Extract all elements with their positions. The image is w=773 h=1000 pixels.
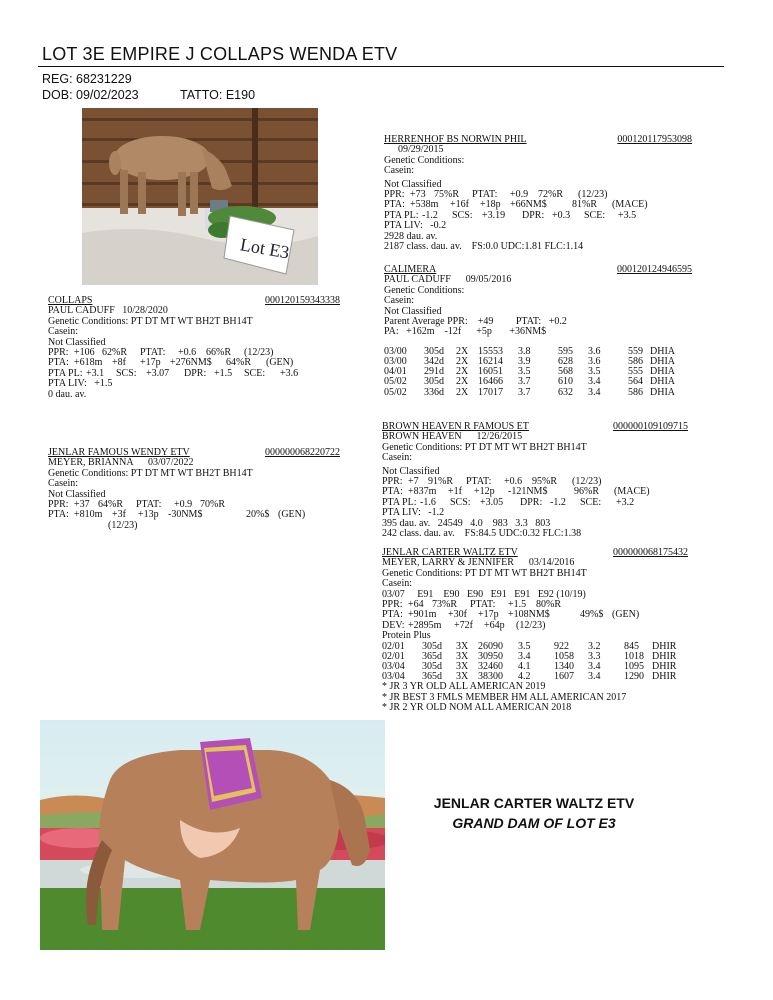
dam-genetic: Genetic Conditions: PT DT MT WT BH2T BH14T — [48, 467, 253, 479]
dam-of-dam-owner-date: MEYER, LARRY & JENNIFER 03/14/2016 — [382, 557, 575, 569]
calf-photo — [82, 108, 318, 285]
sire-of-dam-reg-number: 000000109109715 — [613, 421, 688, 432]
tattoo: TATTO: E190 — [180, 88, 256, 102]
lactation-row: 02/01 305d 3X 26090 3.5 922 3.2 845 DHIR — [382, 640, 677, 652]
grand-dam-name: JENLAR CARTER WALTZ ETV — [433, 795, 635, 811]
lactation-row: 03/00 342d 2X 16214 3.9 628 3.6 586 DHIA — [384, 356, 675, 368]
dam-record — [48, 448, 340, 531]
sire-pta-pl-line: PTA PL: +3.1 SCS: +3.07 DPR: +1.5 SCE: +3.6 — [48, 367, 299, 379]
sire-of-sire-genetic: Genetic Conditions: — [384, 154, 465, 166]
sire-of-sire-name: HERRENHOF BS NORWIN PHIL — [384, 134, 527, 145]
sire-of-dam-daughters: 395 dau. av. 24549 4.0 983 3.3 803 — [382, 517, 551, 529]
dam-of-sire-owner-date: PAUL CADUFF 09/05/2016 — [384, 274, 512, 286]
sire-of-sire-pta-pl-line: PTA PL: -1.2 SCS: +3.19 DPR: +0.3 SCE: +3.5 — [384, 209, 637, 221]
dam-of-sire-casein: Casein: — [384, 295, 414, 307]
sire-of-sire-date: 09/29/2015 — [398, 144, 444, 156]
lactation-row: 03/04 305d 3X 32460 4.1 1340 3.4 1095 DHIR — [382, 661, 677, 673]
sire-of-sire-daughters: 2928 dau. av. — [384, 230, 438, 242]
dam-owner-date: MEYER, BRIANNA 03/07/2022 — [48, 457, 194, 469]
sire-of-sire-record — [384, 135, 692, 252]
lactation-row: 03/00 305d 2X 15553 3.8 595 3.6 559 DHIA — [384, 345, 675, 357]
sire-genetic: Genetic Conditions: PT DT MT WT BH2T BH14T — [48, 315, 253, 327]
lactation-row: 05/02 305d 2X 16466 3.7 610 3.4 564 DHIA — [384, 376, 675, 388]
dam-of-dam-pta-line: PTA: +901m +30f +17p +108NM$ 49%$ (GEN) — [382, 609, 640, 621]
sire-daughters: 0 dau. av. — [48, 388, 87, 400]
sire-record — [48, 296, 340, 400]
dam-of-sire-pa-line: PA: +162m -12f +5p +36NM$ — [384, 326, 547, 338]
dam-casein: Casein: — [48, 478, 78, 490]
dam-of-dam-record — [382, 548, 688, 714]
dam-of-sire-classification: Not Classified — [384, 305, 442, 317]
reg-number: REG: 68231229 — [42, 72, 132, 86]
dam-of-sire-lactations — [384, 347, 675, 398]
lactation-row: 03/04 365d 3X 38300 4.2 1607 3.4 1290 DHIR — [382, 671, 677, 683]
sire-pta-line: PTA: +618m +8f +17p +276NM$ 64%R (GEN) — [48, 357, 294, 369]
sire-ppr-line: PPR: +106 62%R PTAT: +0.6 66%R (12/23) — [48, 347, 274, 359]
sire-pta-liv: PTA LIV: +1.5 — [48, 378, 113, 390]
dam-of-dam-honor: * JR BEST 3 FMLS MEMBER HM ALL AMERICAN 2017 — [382, 691, 627, 703]
sire-of-dam-genetic: Genetic Conditions: PT DT MT WT BH2T BH14T — [382, 441, 587, 453]
lactation-row: 05/02 336d 2X 17017 3.7 632 3.4 586 DHIA — [384, 386, 675, 398]
grand-dam-caption — [414, 795, 654, 831]
sire-of-dam-casein: Casein: — [382, 452, 412, 464]
grand-dam-photo — [40, 720, 385, 950]
dam-of-dam-protein-plus: Protein Plus — [382, 630, 431, 642]
sire-of-dam-record — [382, 422, 688, 539]
dam-of-dam-reg-number: 000000068175432 — [613, 547, 688, 558]
dam-of-sire-parent-average: Parent Average PPR: +49 PTAT: +0.2 — [384, 316, 567, 328]
dam-of-sire-reg-number: 000120124946595 — [617, 264, 692, 275]
dam-reg-number: 000000068220722 — [265, 447, 340, 458]
dam-pta-line: PTA: +810m +3f +13p -30NM$ 20%$ (GEN) — [48, 509, 306, 521]
sire-of-sire-pta-liv: PTA LIV: -0.2 — [384, 220, 447, 232]
sire-of-dam-ppr-line: PPR: +7 91%R PTAT: +0.6 95%R (12/23) — [382, 476, 602, 488]
sire-reg-number: 000120159343338 — [265, 295, 340, 306]
sire-of-sire-casein: Casein: — [384, 165, 414, 177]
dam-of-sire-genetic: Genetic Conditions: — [384, 284, 465, 296]
sire-of-sire-ppr-line: PPR: +73 75%R PTAT: +0.9 72%R (12/23) — [384, 189, 608, 201]
dam-of-dam-ppr-line: PPR: +64 73%R PTAT: +1.5 80%R — [382, 599, 561, 611]
dam-ppr-line: PPR: +37 64%R PTAT: +0.9 70%R — [48, 499, 225, 511]
dam-of-dam-classification-scores: 03/07 E91 E90 E90 E91 E91 E92 (10/19) — [382, 588, 586, 600]
sire-owner-date: PAUL CADUFF 10/28/2020 — [48, 305, 168, 317]
dob: DOB: 09/02/2023 — [42, 88, 139, 102]
dam-classification: Not Classified — [48, 488, 106, 500]
dam-of-dam-name: JENLAR CARTER WALTZ ETV — [382, 547, 518, 558]
dam-eval-date: (12/23) — [108, 519, 138, 531]
dam-of-dam-honor: * JR 2 YR OLD NOM ALL AMERICAN 2018 — [382, 702, 572, 714]
dam-of-dam-casein: Casein: — [382, 578, 412, 590]
dam-name: JENLAR FAMOUS WENDY ETV — [48, 447, 190, 458]
sire-of-sire-classification: Not Classified — [384, 178, 442, 190]
lot-title: LOT 3E EMPIRE J COLLAPS WENDA ETV — [42, 44, 398, 64]
sire-of-dam-pta-pl-line: PTA PL: -1.6 SCS: +3.05 DPR: -1.2 SCE: +3.2 — [382, 496, 635, 508]
grand-dam-relation: GRAND DAM OF LOT E3 — [452, 815, 616, 831]
sire-of-dam-pta-line: PTA: +837m +1f +12p -121NM$ 96%R (MACE) — [382, 486, 650, 498]
sire-of-dam-class-daughters: 242 class. dau. av. FS:84.5 UDC:0.32 FLC:1.38 — [382, 528, 582, 540]
dam-of-sire-name: CALIMERA — [384, 264, 437, 275]
sire-of-sire-pta-line: PTA: +538m +16f +18p +66NM$ 81%R (MACE) — [384, 199, 648, 211]
lot-sign-text: Lot E3 — [238, 234, 291, 263]
sire-of-dam-name: BROWN HEAVEN R FAMOUS ET — [382, 421, 529, 432]
sire-of-dam-classification: Not Classified — [382, 465, 440, 477]
sire-of-sire-class-daughters: 2187 class. dau. av. FS:0.0 UDC:1.81 FLC:1.14 — [384, 241, 584, 253]
dam-of-dam-honor: * JR 3 YR OLD ALL AMERICAN 2019 — [382, 681, 546, 693]
sire-classification: Not Classified — [48, 336, 106, 348]
sire-casein: Casein: — [48, 326, 78, 338]
dam-of-dam-genetic: Genetic Conditions: PT DT MT WT BH2T BH14T — [382, 567, 587, 579]
dam-of-dam-dev-line: DEV: +2895m +72f +64p (12/23) — [382, 619, 546, 631]
dam-of-dam-lactations — [382, 642, 676, 683]
sire-of-sire-reg-number: 000120117953098 — [617, 134, 692, 145]
lactation-row: 04/01 291d 2X 16051 3.5 568 3.5 555 DHIA — [384, 366, 675, 378]
dam-of-sire-record — [384, 265, 692, 398]
title-divider — [38, 66, 724, 67]
sire-of-dam-pta-liv: PTA LIV: -1.2 — [382, 507, 445, 519]
sire-of-dam-owner-date: BROWN HEAVEN 12/26/2015 — [382, 431, 523, 443]
lactation-row: 02/01 365d 3X 30950 3.4 1058 3.3 1018 DHIR — [382, 650, 677, 662]
sire-name: COLLAPS — [48, 295, 93, 306]
